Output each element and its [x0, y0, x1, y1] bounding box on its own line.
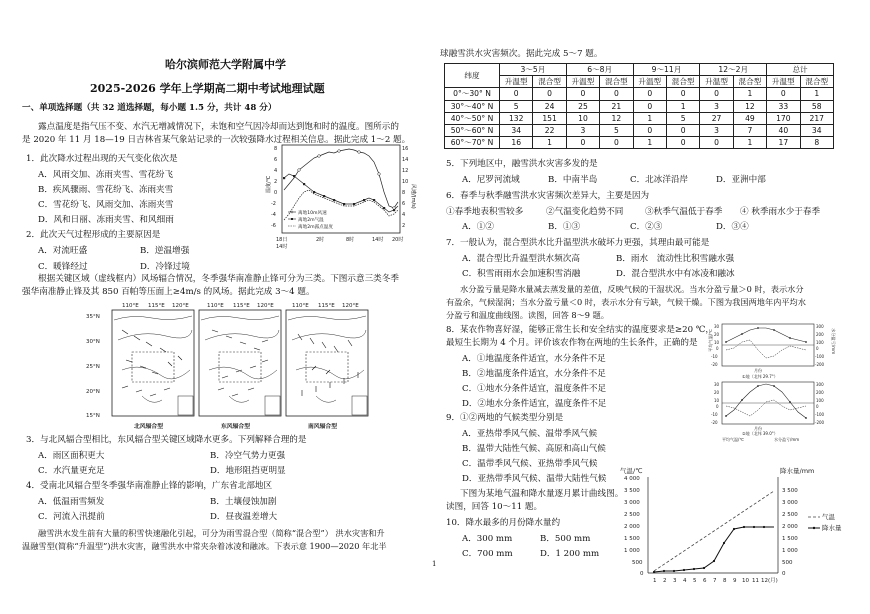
q4-option-a[interactable]: A．低温雨雪频发 — [38, 497, 105, 507]
q1-option-c[interactable]: C．雪花纷飞、风雨交加、冻雨夹雪 — [38, 200, 174, 210]
passage-5-7-line-3: 球融雪洪水灾害频次。据此完成 5～7 题。 — [440, 49, 603, 59]
q5-option-b[interactable]: B．中南半岛 — [548, 175, 598, 185]
q2-stem: 2．此次天气过程形成的主要原因是 — [26, 230, 161, 240]
svg-text:100: 100 — [816, 398, 824, 403]
q8-option-d[interactable]: D．②地水分条件适宜，温度条件不足 — [462, 399, 607, 409]
weather-station-chart — [262, 140, 420, 252]
exam-title: 2025-2026 学年上学期高二期中考试地理试题 — [90, 82, 325, 95]
q8-option-c[interactable]: C．①地水分条件适宜，温度条件不足 — [462, 384, 607, 394]
passage-5-7-line-2: 温融雪型(简称“升温型”)洪水灾害，融雪洪水中常夹杂着冰凌和融冰。下表示意 1900—2020 年北半 — [22, 541, 387, 551]
xlabel-bottom: 月份 — [754, 426, 762, 431]
svg-text:8时: 8时 — [346, 237, 355, 243]
svg-text:30°N: 30°N — [86, 339, 100, 345]
legend-water: 水分盈亏/mm — [774, 437, 800, 442]
table-header-season: 总计 — [767, 64, 834, 76]
q9-option-d[interactable]: D．亚热带季风气候、温带大陆性气候 — [462, 474, 607, 484]
svg-text:3 000: 3 000 — [782, 500, 798, 506]
q8-stem-line-2: 最短生长期为 4 个月。评价该农作物在两地的生长条件，正确的是 — [446, 338, 698, 348]
svg-text:8: 8 — [402, 190, 406, 196]
svg-text:20时: 20时 — [392, 237, 404, 243]
svg-text:风速/(m/s): 风速/(m/s) — [410, 184, 416, 209]
legend-temp: 离地2m气温 — [298, 218, 324, 223]
svg-text:-4: -4 — [271, 212, 276, 218]
table-subheader: 混合型 — [666, 76, 699, 88]
svg-text:20: 20 — [714, 332, 720, 337]
svg-text:-10: -10 — [711, 354, 718, 359]
svg-text:6: 6 — [402, 201, 406, 207]
table-subheader: 混合型 — [733, 76, 766, 88]
svg-text:10: 10 — [402, 179, 409, 185]
ylabel-left: 气温/℃ — [620, 467, 643, 475]
svg-text:8: 8 — [723, 578, 727, 584]
q4-option-b[interactable]: B．土壤侵蚀加剧 — [210, 497, 277, 507]
svg-text:6: 6 — [703, 578, 707, 584]
svg-text:10: 10 — [714, 398, 720, 403]
svg-text:11: 11 — [752, 578, 759, 584]
q5-option-d[interactable]: D．亚洲中部 — [716, 175, 766, 185]
legend-dewpoint: 离地2m露点温度 — [298, 225, 333, 230]
svg-text:2 000: 2 000 — [782, 524, 798, 530]
table-row: 30°～40° N 5 24 25 21 0 1 3 12 33 58 — [445, 100, 834, 112]
svg-text:1 500: 1 500 — [624, 536, 640, 542]
svg-text:25°N: 25°N — [86, 364, 100, 370]
svg-text:110°E: 110°E — [207, 303, 224, 309]
q6-item-2: ②气温变化趋势不同 — [546, 207, 624, 217]
svg-text:15°N: 15°N — [86, 413, 100, 419]
svg-text:12(月): 12(月) — [761, 578, 778, 584]
table-subheader: 升温型 — [500, 76, 533, 88]
svg-text:30: 30 — [714, 382, 720, 387]
q3-option-c[interactable]: C．水汽量更充足 — [38, 466, 105, 476]
table-subheader: 混合型 — [533, 76, 566, 88]
svg-text:2时: 2时 — [316, 237, 325, 243]
q6-stem: 6．春季与秋季融雪洪水灾害频次差异大，主要是因为 — [446, 191, 650, 201]
q2-option-c[interactable]: C．暖锋经过 — [38, 262, 88, 272]
svg-text:7: 7 — [713, 578, 717, 584]
svg-text:2 000: 2 000 — [624, 524, 640, 530]
svg-text:120°E: 120°E — [257, 303, 274, 309]
table-subheader: 升温型 — [767, 76, 800, 88]
svg-text:3 500: 3 500 — [782, 488, 798, 494]
y-left-label: 平均气温/℃ — [708, 329, 713, 352]
svg-text:14时: 14时 — [372, 237, 384, 243]
table-subheader: 混合型 — [800, 76, 833, 88]
table-header-season: 3～5月 — [500, 64, 567, 76]
svg-text:1 000: 1 000 — [782, 548, 798, 554]
svg-text:0: 0 — [640, 571, 644, 577]
intro-line-1: 露点温度是指气压不变、水汽无增减情况下，未饱和空气因冷却而达到饱和时的温度。图所示的 — [38, 122, 399, 132]
svg-text:8: 8 — [274, 146, 278, 152]
svg-text:2: 2 — [402, 223, 406, 229]
passage-8-9-line-2: 有盈余，气候湿润；当水分盈亏量＜0 时，表示水分有亏缺，气候干燥。下图为我国两地年内平均水 — [446, 297, 806, 307]
page-number: 1 — [432, 560, 437, 568]
table-row: 60°～70° N 16 1 0 0 1 0 0 1 17 8 — [445, 137, 834, 149]
svg-text:200: 200 — [816, 332, 824, 337]
table-subheader: 升温型 — [566, 76, 599, 88]
svg-text:6: 6 — [274, 157, 278, 163]
table-row: 50°～60° N 34 22 3 5 0 0 3 7 40 34 — [445, 124, 834, 136]
y-right-label: 水分盈亏/mm — [831, 328, 836, 355]
svg-text:-20: -20 — [711, 420, 718, 425]
svg-text:-6: -6 — [271, 223, 276, 229]
xlabel-top: 月份 — [754, 368, 762, 373]
q6-option-d[interactable]: D．③④ — [716, 222, 749, 232]
svg-text:2: 2 — [274, 179, 278, 185]
svg-text:16: 16 — [402, 146, 409, 152]
svg-text:4 000: 4 000 — [624, 476, 640, 482]
q8-option-b[interactable]: B．②地温度条件适宜，水分条件不足 — [462, 369, 606, 379]
q1-stem: 1．此次降水过程出现的天气变化依次是 — [26, 154, 178, 164]
svg-text:3: 3 — [673, 578, 677, 584]
svg-text:-100: -100 — [815, 412, 825, 417]
table-header-lat: 纬度 — [445, 64, 500, 88]
q3-option-d[interactable]: D．地形阻挡更明显 — [210, 466, 286, 476]
svg-text:0: 0 — [816, 404, 819, 409]
svg-text:100: 100 — [816, 340, 824, 345]
map-caption-east: 东风辐合型 — [221, 424, 250, 430]
svg-text:35°N: 35°N — [86, 314, 100, 320]
svg-text:10: 10 — [714, 340, 720, 345]
svg-text:2 500: 2 500 — [782, 512, 798, 518]
caption-site-2: ②地（北纬 39.0°） — [742, 431, 778, 436]
q4-option-d[interactable]: D．昼夜温差增大 — [210, 512, 278, 522]
passage-8-9-line-1: 水分盈亏量是降水量减去蒸发量的差值，反映气候的干湿状况。当水分盈亏量＞0 时，表示水分 — [460, 284, 804, 294]
passage-10-line-1: 下图为某地气温和降水量逐月累计曲线图。 — [460, 489, 624, 499]
svg-text:1 500: 1 500 — [782, 536, 798, 542]
table-subheader: 混合型 — [600, 76, 633, 88]
q9-option-c[interactable]: C．温带季风气候、亚热带季风气候 — [462, 459, 598, 469]
svg-text:-200: -200 — [815, 420, 825, 425]
svg-text:2: 2 — [663, 578, 667, 584]
svg-text:120°E: 120°E — [342, 303, 359, 309]
q6-option-c[interactable]: C．②③ — [630, 222, 663, 232]
q5-option-a[interactable]: A．尼罗河流域 — [462, 175, 520, 185]
q1-option-b[interactable]: B．疾风骤雨、雪花纷飞、冻雨夹雪 — [38, 185, 174, 195]
legend-precip: 降水量 — [822, 524, 842, 532]
svg-text:12: 12 — [402, 168, 409, 174]
svg-text:300: 300 — [816, 382, 824, 387]
q4-option-c[interactable]: C．河流入汛提前 — [38, 512, 105, 522]
map-caption-north: 北风辐合型 — [134, 424, 163, 430]
svg-text:1: 1 — [653, 578, 657, 584]
passage-8-9-line-3: 分盈亏和温度曲线图。读图，回答 8～9 题。 — [446, 310, 609, 320]
page-title: 哈尔滨师范大学附属中学 — [165, 58, 286, 71]
q2-option-a[interactable]: A．对流旺盛 — [38, 246, 88, 256]
passage-3-4-line-1: 根据关键区域（虚线框内）风场辐合情况，冬季强华南准静止锋可分为三类。下图示意三类冬季 — [38, 274, 399, 284]
table-header-season: 9～11月 — [633, 64, 700, 76]
q8-stem-line-1: 8．某农作物喜好湿，能够正常生长和安全结实的温度要求是≥20 ℃， — [446, 325, 714, 335]
svg-text:4: 4 — [683, 578, 687, 584]
svg-text:500: 500 — [632, 560, 643, 566]
svg-text:300: 300 — [816, 324, 824, 329]
svg-text:110°E: 110°E — [122, 303, 139, 309]
svg-text:20: 20 — [714, 390, 720, 395]
svg-text:3 500: 3 500 — [624, 488, 640, 494]
q10-option-d[interactable]: D．1 200 mm — [540, 549, 600, 559]
table-header-season: 6～8月 — [566, 64, 633, 76]
svg-text:14时: 14时 — [276, 244, 288, 250]
svg-text:110°E: 110°E — [292, 303, 309, 309]
q10-option-b[interactable]: B．500 mm — [540, 534, 591, 544]
passage-5-7-line-1: 融雪洪水发生前有大量的积雪快速融化引起，可分为雨雪混合型（简称“混合型”） 洪水灾害和升 — [38, 528, 385, 538]
caption-site-1: ①地（北纬 29.7°） — [742, 374, 778, 379]
q6-option-b[interactable]: B．①③ — [548, 222, 581, 232]
svg-text:200: 200 — [816, 390, 824, 395]
svg-text:14: 14 — [402, 157, 409, 163]
table-header-season: 12～2月 — [700, 64, 767, 76]
q4-stem: 4．受南北风辐合型冬季强华南准静止锋的影响，广东省北部地区 — [26, 481, 273, 491]
table-subheader: 升温型 — [700, 76, 733, 88]
svg-text:-100: -100 — [815, 354, 825, 359]
front-maps-figure — [82, 300, 402, 432]
flood-frequency-table — [444, 63, 834, 149]
q9-option-a[interactable]: A．亚热带季风气候、温带季风气候 — [462, 429, 598, 439]
svg-text:9: 9 — [733, 578, 737, 584]
svg-text:0: 0 — [716, 404, 719, 409]
intro-line-2: 是 2020 年 11 月 18—19 日吉林省某气象站记录的一次较强降水过程相关信息。据此完成 1～2 题。 — [22, 135, 411, 145]
q5-stem: 5．下列地区中，融雪洪水灾害多发的是 — [446, 159, 598, 169]
svg-text:2 500: 2 500 — [624, 512, 640, 518]
svg-text:115°E: 115°E — [233, 303, 250, 309]
q5-option-c[interactable]: C．北冰洋沿岸 — [630, 175, 689, 185]
section-title: 一、单项选择题（共 32 道选择题，每小题 1.5 分，共计 48 分） — [22, 103, 277, 113]
q7-option-b[interactable]: B．雨水 流动性比积雪融水强 — [616, 254, 735, 264]
q10-option-a[interactable]: A．300 mm — [462, 534, 513, 544]
map-caption-south: 南风辐合型 — [308, 424, 337, 430]
q6-item-4: ④ 秋季雨水少于春季 — [740, 207, 821, 217]
q7-option-d[interactable]: D．混合型洪水中有冰凌和融冰 — [616, 269, 735, 279]
svg-text:500: 500 — [782, 560, 793, 566]
svg-text:5: 5 — [693, 578, 697, 584]
q10-option-c[interactable]: C．700 mm — [462, 549, 513, 559]
q7-option-a[interactable]: A．混合型比升温型洪水频次高 — [462, 254, 580, 264]
q3-option-b[interactable]: B．冷空气势力更强 — [210, 451, 286, 461]
svg-text:3 000: 3 000 — [624, 500, 640, 506]
svg-text:10: 10 — [742, 578, 749, 584]
passage-10-line-2: 读图，回答 10～11 题。 — [446, 502, 543, 512]
svg-text:1 000: 1 000 — [624, 548, 640, 554]
table-subheader: 升温型 — [633, 76, 666, 88]
q3-option-a[interactable]: A．雨区面积更大 — [38, 451, 105, 461]
svg-text:4: 4 — [274, 168, 278, 174]
svg-text:温度/℃: 温度/℃ — [266, 175, 272, 193]
q1-option-d[interactable]: D．风和日丽、冻雨夹雪、和风细雨 — [38, 215, 174, 225]
svg-text:0: 0 — [716, 346, 719, 351]
q2-option-b[interactable]: B．逆温增强 — [140, 246, 190, 256]
svg-text:-2: -2 — [271, 201, 276, 207]
svg-text:18日: 18日 — [276, 237, 288, 243]
q7-stem: 7．一般认为，混合型洪水比升温型洪水破坏力更强，其理由最可能是 — [446, 238, 710, 248]
legend-temp: 气温 — [822, 513, 835, 521]
svg-text:-200: -200 — [815, 362, 825, 367]
svg-text:4: 4 — [402, 212, 406, 218]
legend-temp: 平均气温/℃ — [722, 437, 744, 442]
q6-option-a[interactable]: A．①② — [462, 222, 494, 232]
passage-3-4-line-2: 强华南准静止锋及其 850 百帕等压面上≥4m/s 的风场。据此完成 3～4 题。 — [22, 287, 315, 297]
q9-option-b[interactable]: B．温带大陆性气候、高原和高山气候 — [462, 444, 606, 454]
svg-text:120°E: 120°E — [172, 303, 189, 309]
svg-text:30: 30 — [714, 324, 720, 329]
q7-option-c[interactable]: C．积雪雨雨水会加速积雪消融 — [462, 269, 581, 279]
svg-text:-20: -20 — [711, 362, 718, 367]
q6-item-1: ①春季地表积雪较多 — [446, 207, 524, 217]
ylabel-right: 降水量/mm — [780, 467, 815, 475]
legend-wind: 离地10m风速 — [298, 211, 327, 216]
table-row: 40°～50° N 132 151 10 12 1 5 27 49 170 217 — [445, 112, 834, 124]
q9-stem: 9．①②两地的气候类型分别是 — [446, 413, 564, 423]
q10-stem: 10．降水最多的月份降水量约 — [446, 518, 561, 528]
q3-stem: 3．与北风辐合型相比，东风辐合型关键区域降水更多。下列解释合理的是 — [26, 435, 307, 445]
svg-text:0: 0 — [816, 346, 819, 351]
svg-text:115°E: 115°E — [148, 303, 165, 309]
svg-text:-10: -10 — [711, 412, 718, 417]
water-balance-chart — [708, 320, 838, 442]
svg-text:0: 0 — [274, 190, 278, 196]
svg-text:0: 0 — [782, 571, 786, 577]
table-row: 0°～30° N 0 0 0 0 0 0 0 1 0 1 — [445, 88, 834, 100]
svg-text:115°E: 115°E — [318, 303, 335, 309]
cumulative-chart — [618, 465, 846, 587]
q6-item-3: ③秋季气温低于春季 — [645, 207, 723, 217]
q2-option-d[interactable]: D．冷锋过境 — [140, 262, 190, 272]
q1-option-a[interactable]: A．风雨交加、冻雨夹雪、雪花纷飞 — [38, 170, 174, 180]
svg-text:20°N: 20°N — [86, 389, 100, 395]
q8-option-a[interactable]: A．①地温度条件适宜，水分条件不足 — [462, 354, 606, 364]
